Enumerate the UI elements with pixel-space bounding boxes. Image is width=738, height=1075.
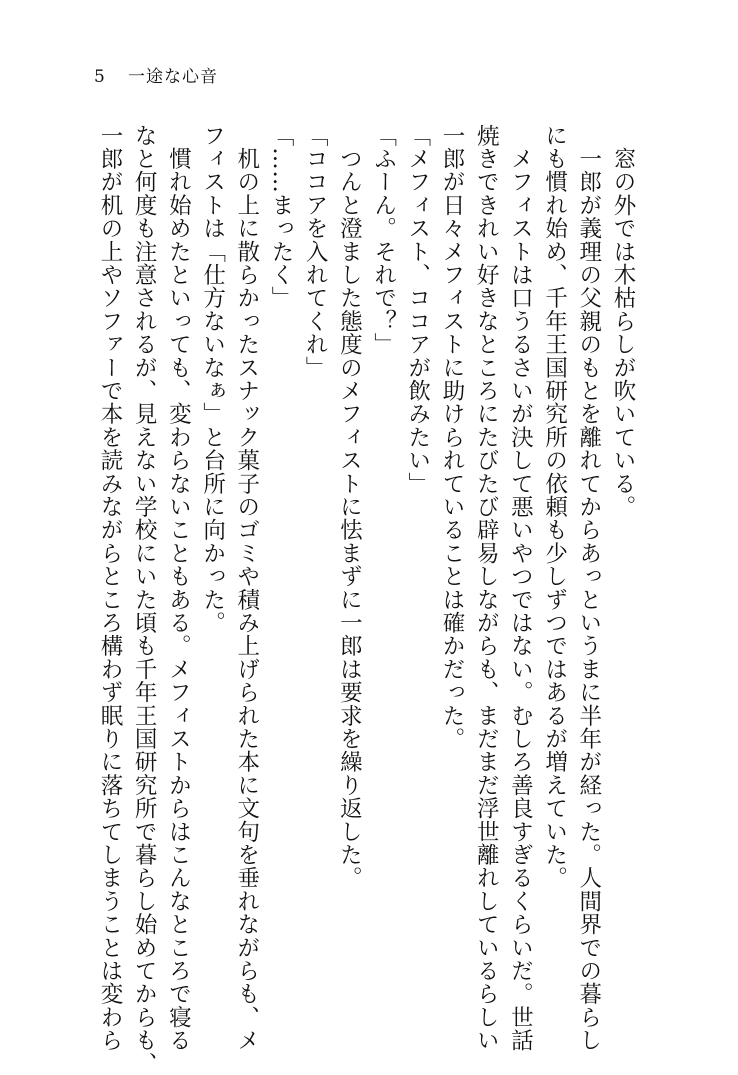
chapter-title: 一途な心音 xyxy=(128,67,218,87)
dialogue-line: 「……まったく」 xyxy=(267,124,294,310)
text-line: にも慣れ始め、千年王国研究所の依頼も少しずつではあるが増えていた。 xyxy=(541,124,568,890)
text-line: 一郎が義理の父親のもとを離れてからあっというまに半年が経った。人間界での暮らし xyxy=(575,124,602,1052)
text-line: 窓の外では木枯らしが吹いている。 xyxy=(610,124,636,519)
text-line: メフィストは口うるさいが決して悪いやつではない。むしろ善良すぎるくらいだ。世話 xyxy=(507,124,534,1052)
text-line: フィストは「仕方ないなぁ」と台所に向かった。 xyxy=(199,124,226,635)
text-line: 机の上に散らかったスナック菓子のゴミや積み上げられた本に文句を垂れながらも、メ xyxy=(233,124,260,1052)
running-header xyxy=(94,62,218,86)
text-line: 一郎が机の上やソファーで本を読みながらところ構わず眠りに落ちてしまうことは変わら xyxy=(96,124,123,1052)
text-line: 慣れ始めたといっても、変わらないこともある。メフィストからはこんなところで寝る xyxy=(165,124,192,1052)
page-number: 5 xyxy=(94,67,106,87)
dialogue-line: 「ココアを入れてくれ」 xyxy=(302,124,329,380)
text-line: つんと澄ました態度のメフィストに怯まずに一郎は要求を繰り返した。 xyxy=(336,124,363,890)
text-line: 焼きできれい好きなところにたびたび辟易しながらも、まだまだ浮世離れしているらしい xyxy=(473,124,500,1052)
dialogue-line: 「ふーん。それで？」 xyxy=(370,124,397,356)
text-line: 一郎が日々メフィストに助けられていることは確かだった。 xyxy=(438,124,465,751)
vertical-body-text xyxy=(93,124,640,1075)
dialogue-line: 「メフィスト、ココアが飲みたい」 xyxy=(404,124,431,496)
text-line: なと何度も注意されるが、見えない学校にいた頃も千年王国研究所で暮らし始めてからも、 xyxy=(131,124,158,1075)
